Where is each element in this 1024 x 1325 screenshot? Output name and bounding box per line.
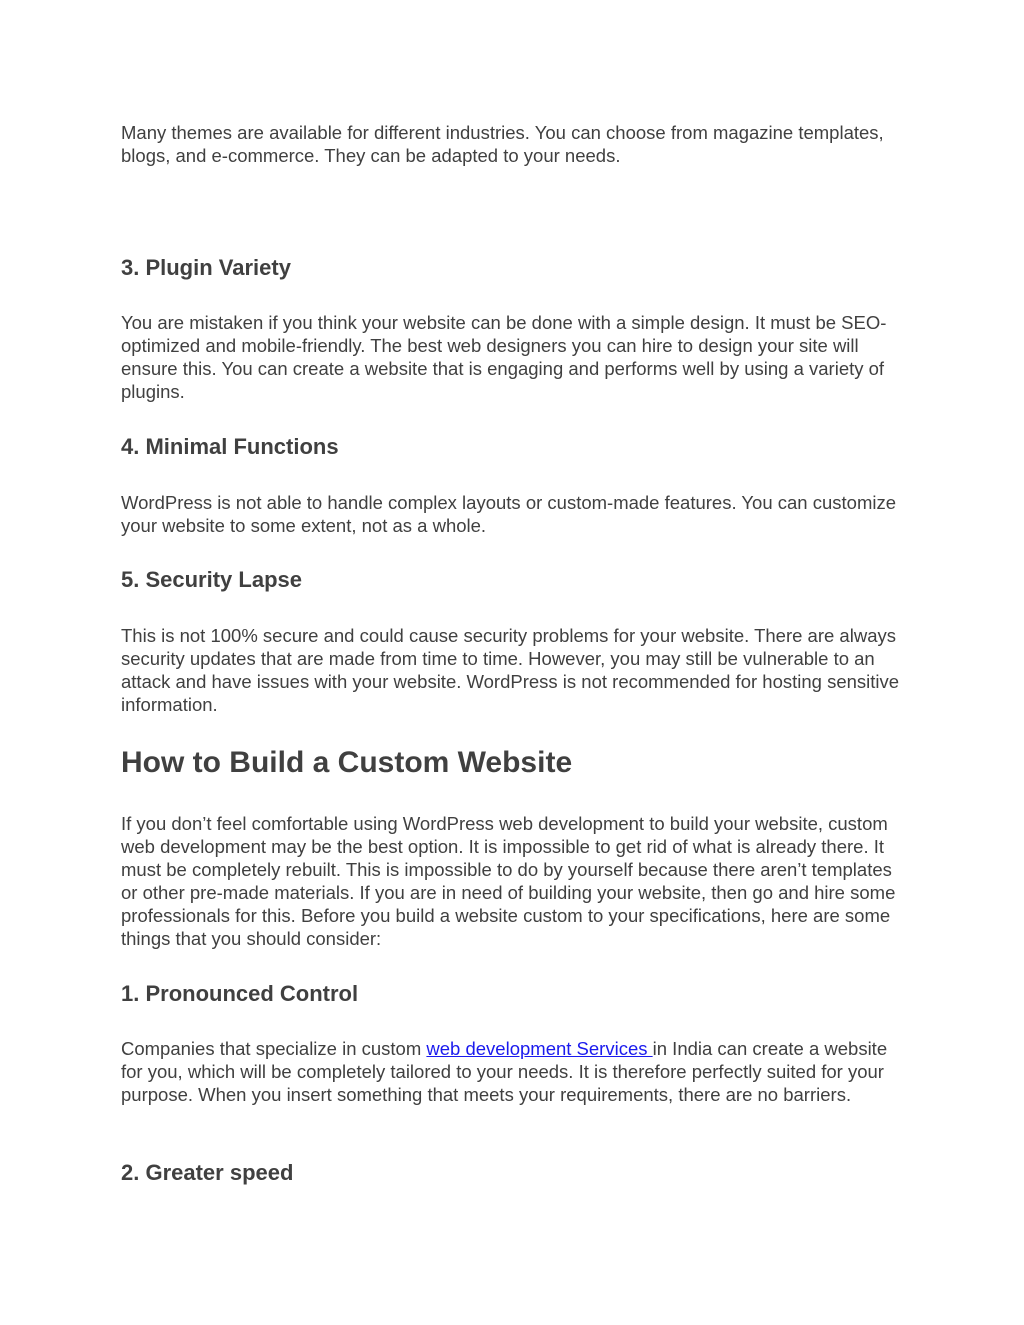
heading-minimal-functions: 4. Minimal Functions (121, 434, 339, 459)
heading-plugin-variety: 3. Plugin Variety (121, 255, 291, 280)
control-text-after: in India can create a website for you, which will be completely tailored to your needs. It is therefore perfectly suited for your purpose. When you insert something that meets your requirements, there are no barriers. (121, 1038, 888, 1105)
heading-custom-website: How to Build a Custom Website (121, 746, 573, 779)
intro-paragraph: Many themes are available for different industries. You can choose from magazine templates, blogs, and e-commerce. They can be adapted to your needs. (121, 122, 884, 166)
paragraph-security-lapse: This is not 100% secure and could cause security problems for your website. There are always security updates that are made from time to time. However, you may still be vulnerable to an attack and have issues with your website. WordPress is not recommended for hosting sensitive information. (121, 625, 900, 715)
paragraph-custom-website: If you don’t feel comfortable using WordPress web development to build your website, custom web development may be the best option. It is impossible to get rid of what is already there. It must be completely rebuilt. This is impossible to do by yourself because there aren’t templates or other pre-made materials. If you are in need of building your website, then go and hire some professionals for this. Before you build a website custom to your specifications, here are some things that you should consider: (121, 813, 896, 949)
paragraph-pronounced-control (121, 1037, 911, 1106)
heading-greater-speed: 2. Greater speed (121, 1160, 294, 1185)
control-text-before: Companies that specialize in custom (121, 1038, 427, 1059)
paragraph-plugin-variety: You are mistaken if you think your website can be done with a simple design. It must be SEO-optimized and mobile-friendly. The best web designers you can hire to design your site will ensure this. You can create a website that is engaging and performs well by using a variety of plugins. (121, 312, 887, 402)
paragraph-minimal-functions: WordPress is not able to handle complex layouts or custom-made features. You can customize your website to some extent, not as a whole. (121, 492, 897, 536)
heading-pronounced-control: 1. Pronounced Control (121, 981, 359, 1006)
web-development-services-link[interactable]: web development Services (426, 1038, 653, 1059)
heading-security-lapse: 5. Security Lapse (121, 567, 302, 592)
